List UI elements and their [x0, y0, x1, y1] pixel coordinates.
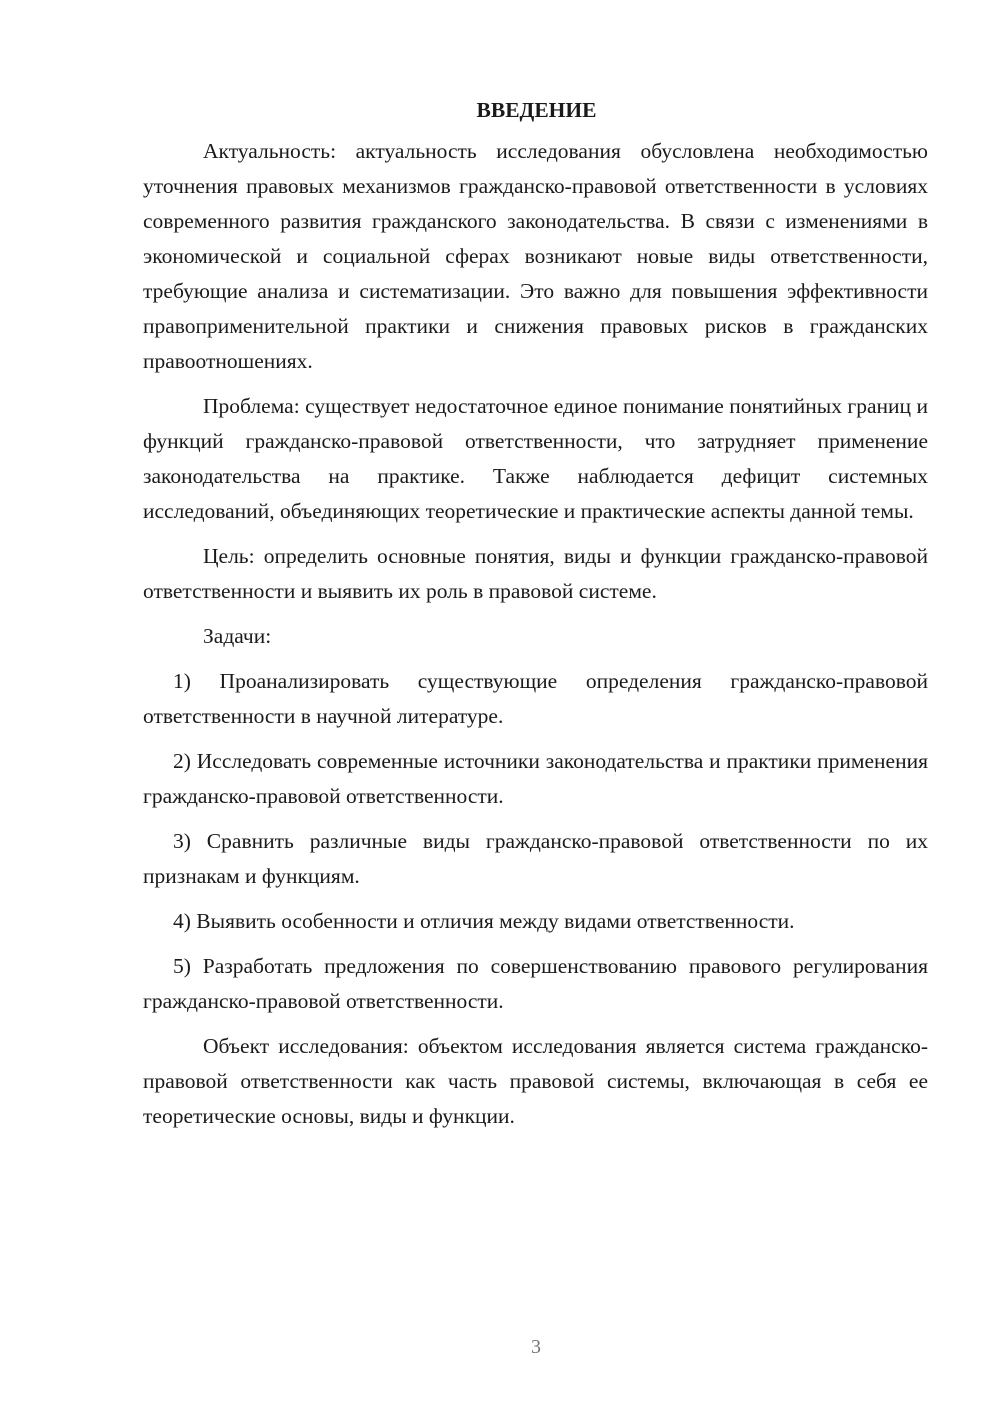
task-item: 3) Сравнить различные виды гражданско-правовой ответственности по их признакам и функциям.: [143, 829, 928, 888]
relevance-paragraph: Актуальность: актуальность исследования обусловлена необходимостью уточнения правовых механизмов гражданско-правовой ответственности в условиях современного развития гражданского законодательства. В связи с изменениями в экономической и социальной сферах возникают новые виды ответственности, требующие анализа и систематизации. Это важно для повышения эффективности правоприменительной практики и снижения правовых рисков в гражданских правоотношениях.: [143, 139, 928, 373]
page-content: [143, 93, 928, 1144]
task-item: 5) Разработать предложения по совершенствованию правового регулирования гражданско-правовой ответственности.: [143, 954, 928, 1013]
task-item: 2) Исследовать современные источники законодательства и практики применения гражданско-правовой ответственности.: [143, 749, 928, 808]
problem-paragraph: Проблема: существует недостаточное единое понимание понятийных границ и функций гражданско-правовой ответственности, что затрудняет применение законодательства на практике. Также наблюдается дефицит системных исследований, объединяющих теоретические и практические аспекты данной темы.: [143, 394, 928, 523]
tasks-label: Задачи:: [203, 624, 272, 648]
task-item: 4) Выявить особенности и отличия между видами ответственности.: [173, 909, 795, 933]
object-paragraph: Объект исследования: объектом исследования является система гражданско-правовой ответственности как часть правовой системы, включающая в себя ее теоретические основы, виды и функции.: [143, 1034, 928, 1128]
goal-paragraph: Цель: определить основные понятия, виды и функции гражданско-правовой ответственности и выявить их роль в правовой системе.: [143, 544, 928, 603]
page-number: 3: [531, 1336, 541, 1358]
task-item: 1) Проанализировать существующие определения гражданско-правовой ответственности в научной литературе.: [143, 669, 928, 728]
tasks-list: [143, 664, 928, 1019]
section-title: ВВЕДЕНИЕ: [476, 98, 597, 122]
